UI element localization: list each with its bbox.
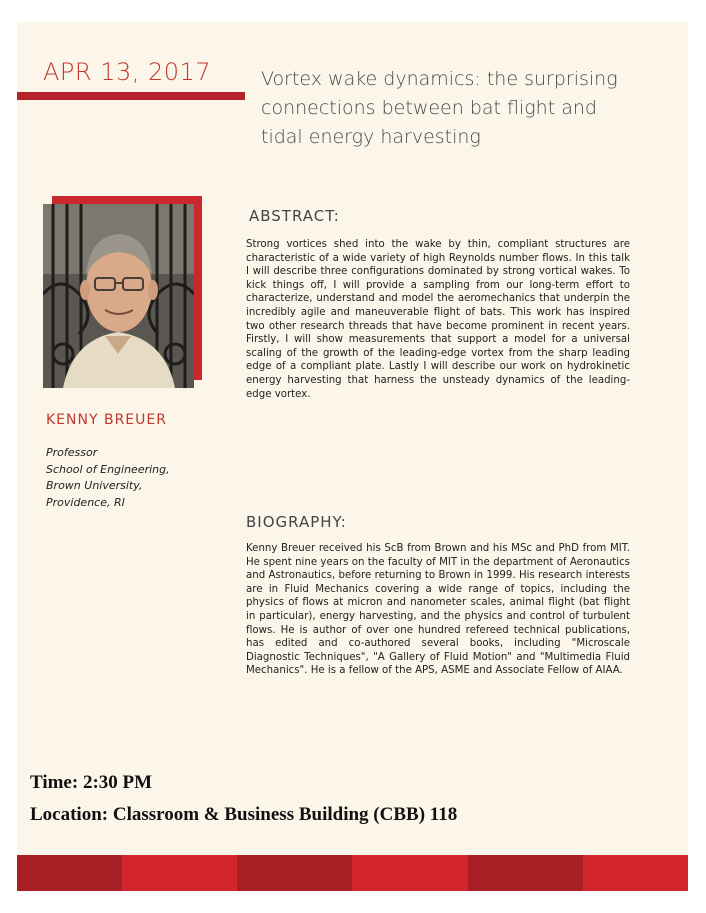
event-location: Location: Classroom & Business Building (CBB) 118 [30,804,458,825]
event-time: Time: 2:30 PM [30,772,153,793]
affiliation-line: Professor [46,446,98,459]
footer-segment [583,855,688,891]
affiliation-line: Brown University, [46,479,143,492]
event-date: APR 13, 2017 [43,58,212,86]
speaker-photo [43,204,194,388]
affiliation-line: School of Engineering, [46,462,170,476]
footer-segment [237,855,352,891]
footer-segment [468,855,583,891]
affiliation-line: Providence, RI [46,495,125,509]
date-underline-bar [17,92,245,100]
talk-title: Vortex wake dynamics: the surprising connections between bat flight and tidal energy harvesting [261,68,618,148]
speaker-name: KENNY BREUER [46,412,167,428]
abstract-heading: ABSTRACT: [249,207,340,225]
biography-text: Kenny Breuer received his ScB from Brown and his MSc and PhD from MIT. He spent nine years on the faculty of MIT in the department of Aeronautics and Astronautics, before returning to Brown in 1999. His research interests are in Fluid Mechanics covering a wide range of topics, including the physics of flows at micron and nanometer scales, animal flight (bat flight in particular), energy harvesting, and the physics and control of turbulent flows. He is author of over one hundred refereed technical publications, has edited and co-authored several books, including "Microscale Diagnostic Techniques", "A Gallery of Fluid Motion" and "Multimedia Fluid Mechanics". He is a fellow of the APS, ASME and Associate Fellow of AIAA. [246,543,630,677]
footer-segment [352,855,468,891]
footer-segment [122,855,237,891]
biography-heading: BIOGRAPHY: [246,513,347,531]
speaker-affiliation [46,445,170,511]
footer-color-band [17,855,688,891]
abstract-text: Strong vortices shed into the wake by thin, compliant structures are characteristic of a wide variety of high Reynolds number flows. In this talk I will describe three configurations dominated by strong vortical wakes. To kick things off, I will provide a sampling from our long-term effort to characterize, understand and model the aeromechanics that underpin the incredibly agile and maneuverable flight of bats. This work has inspired two other research threads that have become prominent in recent years. Firstly, I will show measurements that support a model for a universal scaling of the growth of the leading-edge vortex from the sharp leading edge of a compliant plate. Lastly I will describe our work on hydrokinetic energy harvesting that harness the unsteady dynamics of the leading-edge vortex. [246,239,630,400]
footer-segment [17,855,122,891]
